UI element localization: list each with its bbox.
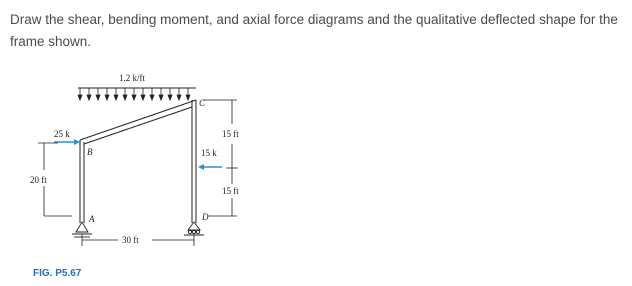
force-right-label: 15 k — [201, 148, 217, 158]
force-left-label: 25 k — [54, 129, 70, 139]
node-c-label: C — [199, 98, 206, 108]
dim-right-upper-label: 15 ft — [222, 129, 239, 139]
frame-figure — [0, 60, 632, 286]
frame-members — [80, 100, 196, 223]
question-text: Draw the shear, bending moment, and axial force diagrams and the qualitative deflected shape for the frame shown. — [10, 12, 618, 49]
figure-caption: FIG. P5.67 — [33, 268, 82, 279]
node-d-label: D — [202, 212, 209, 222]
dim-span-label: 30 ft — [122, 235, 139, 245]
node-b-label: B — [87, 147, 93, 157]
force-right — [198, 148, 222, 170]
load-arrows — [78, 88, 190, 100]
node-a-label: A — [89, 214, 95, 224]
support-d — [184, 222, 204, 235]
dim-right-lower-label: 15 ft — [222, 186, 239, 196]
dim-right — [203, 100, 238, 216]
load-label: 1.2 k/ft — [119, 73, 145, 83]
rafter-bc — [80, 100, 196, 140]
distributed-load — [78, 73, 196, 100]
dim-left-height-label: 20 ft — [30, 175, 47, 185]
